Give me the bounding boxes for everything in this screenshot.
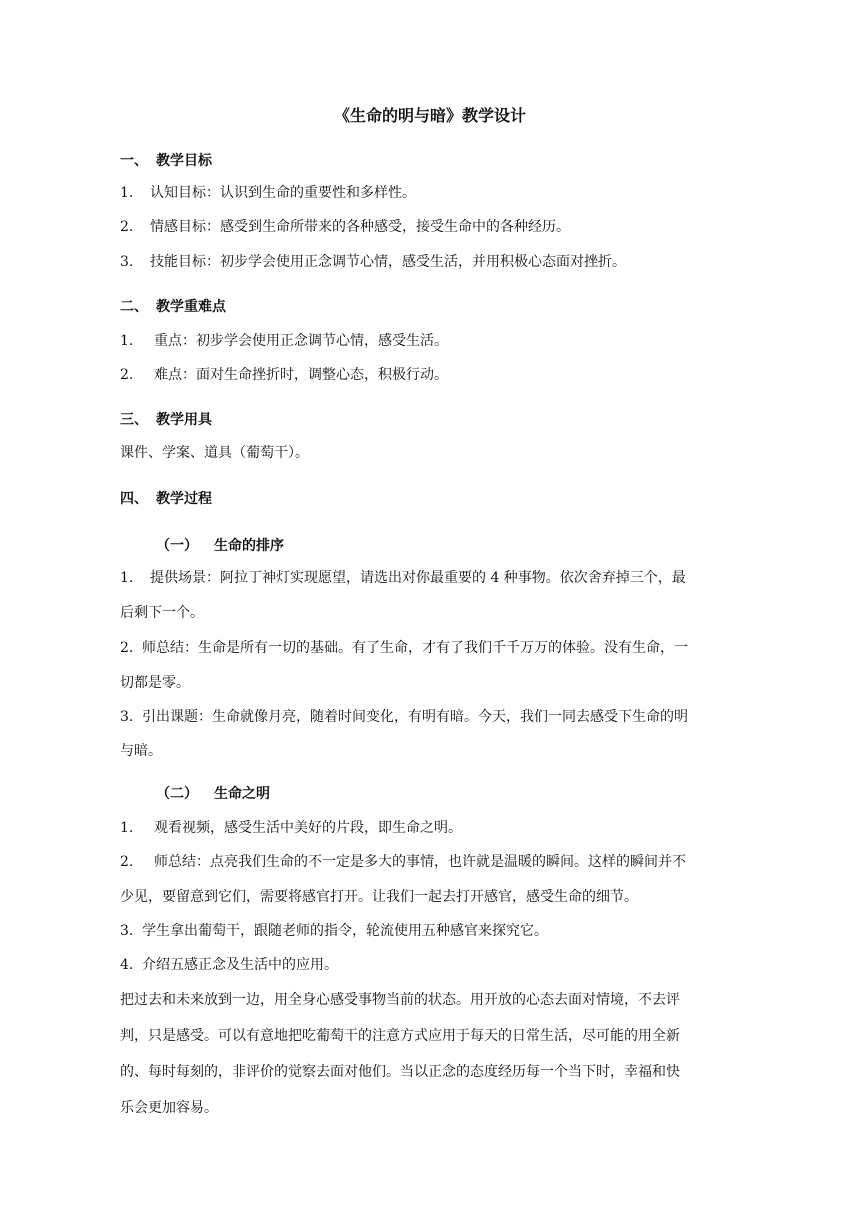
section-heading-process (120, 488, 740, 510)
mindfulness-paragraph (120, 982, 740, 1126)
subsection-title: 生命的排序 (214, 538, 284, 554)
section-heading-key-points (120, 296, 740, 318)
section-heading-objectives (120, 150, 740, 172)
list-item: 1. 认知目标：认识到生命的重要性和多样性。 (120, 185, 416, 201)
section-heading-materials (120, 409, 740, 431)
list-item-continuation: 少见，要留意到它们，需要将感官打开。让我们一起去打开感官，感受生命的细节。 (120, 889, 638, 905)
subsection-heading-ranking (120, 535, 776, 557)
materials-text: 课件、学案、道具（葡萄干）。 (120, 445, 309, 461)
list-item: 2. 师总结：点亮我们生命的不一定是多大的事情，也许就是温暖的瞬间。这样的瞬间并不 (120, 854, 686, 870)
list-item: 3. 技能目标：初步学会使用正念调节心情，感受生活，并用积极心态面对挫折。 (120, 254, 626, 270)
subsection-heading-bright-side (120, 783, 776, 805)
subsection-number: （一） (156, 538, 198, 554)
section-title: 教学用具 (156, 412, 212, 428)
list-item-continuation: 后剩下一个。 (120, 605, 204, 621)
list-item: 3. 引出课题：生命就像月亮，随着时间变化，有明有暗。今天，我们一同去感受下生命的明 (120, 709, 688, 725)
section-title: 教学目标 (156, 153, 212, 169)
section-title: 教学重难点 (156, 299, 226, 315)
paragraph-line: 乐会更加容易。 (120, 1100, 218, 1116)
list-item-continuation: 与暗。 (120, 743, 162, 759)
list-item: 1. 观看视频，感受生活中美好的片段，即生命之明。 (120, 820, 462, 836)
section-title: 教学过程 (156, 491, 212, 507)
list-item: 2. 师总结：生命是所有一切的基础。有了生命，才有了我们千千万万的体验。没有生命，一 (120, 640, 688, 656)
document-title: 《生命的明与暗》教学设计 (333, 106, 526, 125)
paragraph-line: 的、每时每刻的，非评价的觉察去面对他们。当以正念的态度经历每一个当下时，幸福和快 (120, 1064, 680, 1080)
section-number: 四、 (120, 491, 148, 507)
list-item-continuation: 切都是零。 (120, 675, 190, 691)
subsection-number: （二） (156, 786, 198, 802)
list-item: 4. 介绍五感正念及生活中的应用。 (120, 957, 338, 973)
list-item: 2. 难点：面对生命挫折时，调整心态，积极行动。 (120, 367, 448, 383)
paragraph-line: 判，只是感受。可以有意地把吃葡萄干的注意方式应用于每天的日常生活，尽可能的用全新 (120, 1028, 680, 1044)
subsection-title: 生命之明 (214, 786, 270, 802)
section-number: 二、 (120, 299, 148, 315)
list-item: 2. 情感目标：感受到生命所带来的各种感受，接受生命中的各种经历。 (120, 219, 570, 235)
list-item: 3. 学生拿出葡萄干，跟随老师的指令，轮流使用五种感官来探究它。 (120, 923, 548, 939)
section-number: 一、 (120, 153, 148, 169)
section-number: 三、 (120, 412, 148, 428)
list-item: 1. 提供场景：阿拉丁神灯实现愿望，请选出对你最重要的 4 种事物。依次舍弃掉三个，最 (120, 570, 686, 586)
paragraph-line: 把过去和未来放到一边，用全身心感受事物当前的状态。用开放的心态去面对情境，不去评 (120, 992, 680, 1008)
list-item: 1. 重点：初步学会使用正念调节心情，感受生活。 (120, 333, 448, 349)
